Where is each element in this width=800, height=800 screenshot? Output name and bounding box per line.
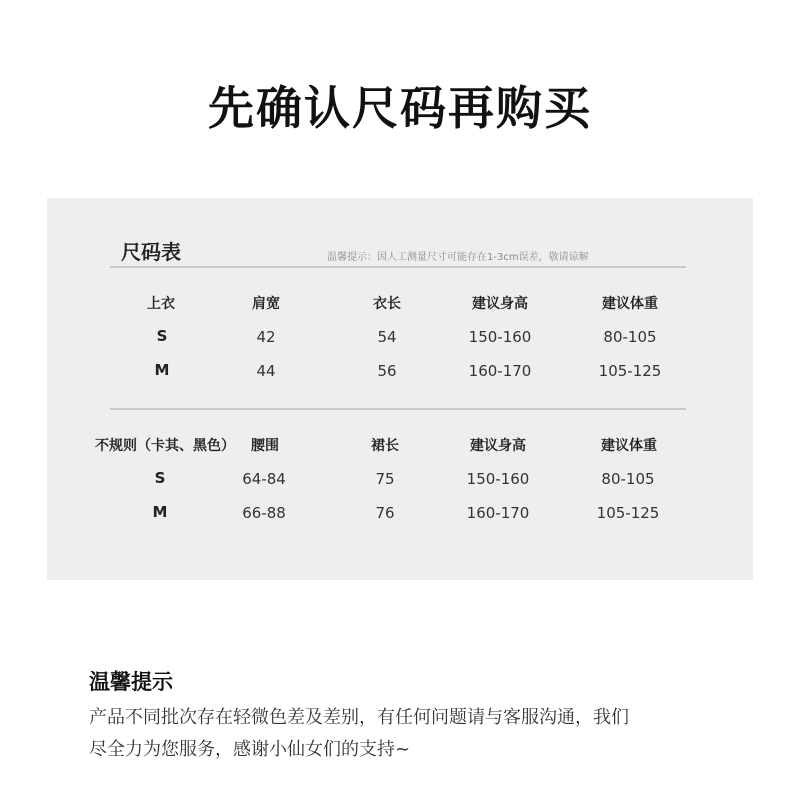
top-row-s-weight: 80-105 [603, 328, 657, 346]
bottom-row-m-size: M [152, 503, 168, 521]
bottom-row-m-weight: 105-125 [596, 504, 660, 522]
bottom-header-category: 不规则（卡其、黑色） [95, 438, 235, 454]
title-divider [110, 266, 686, 268]
tips-title: 温馨提示 [89, 670, 173, 694]
bottom-row-s-weight: 80-105 [601, 470, 655, 488]
size-chart-title: 尺码表 [121, 240, 181, 264]
bottom-header-waist: 腰围 [251, 438, 279, 454]
top-header-weight: 建议体重 [602, 296, 658, 312]
size-chart-card [47, 198, 753, 580]
bottom-row-m-length: 76 [375, 504, 395, 522]
top-header-shoulder: 肩宽 [252, 296, 280, 312]
top-row-m-size: M [154, 361, 170, 379]
measurement-note: 温馨提示：因人工测量尺寸可能存在1-3cm误差，敬请谅解 [327, 252, 589, 263]
tips-line-1: 产品不同批次存在轻微色差及差别，有任何问题请与客服沟通，我们 [89, 707, 629, 728]
top-row-s-length: 54 [377, 328, 397, 346]
top-row-m-length: 56 [377, 362, 397, 380]
top-row-m-shoulder: 44 [256, 362, 276, 380]
top-row-s-shoulder: 42 [256, 328, 276, 346]
top-row-s-height: 150-160 [468, 328, 532, 346]
bottom-row-m-waist: 66-88 [242, 504, 286, 522]
page-headline: 先确认尺码再购买 [208, 81, 592, 135]
bottom-header-length: 裙长 [371, 438, 399, 454]
bottom-header-height: 建议身高 [470, 438, 526, 454]
top-header-height: 建议身高 [472, 296, 528, 312]
top-row-s-size: S [156, 327, 168, 345]
top-row-m-weight: 105-125 [598, 362, 662, 380]
top-header-category: 上衣 [147, 296, 175, 312]
table-divider [110, 408, 686, 410]
bottom-row-s-size: S [154, 469, 166, 487]
bottom-header-weight: 建议体重 [601, 438, 657, 454]
top-row-m-height: 160-170 [468, 362, 532, 380]
tips-line-2: 尽全力为您服务，感谢小仙女们的支持~ [89, 739, 411, 760]
bottom-row-s-waist: 64-84 [242, 470, 286, 488]
bottom-row-s-length: 75 [375, 470, 395, 488]
bottom-row-m-height: 160-170 [466, 504, 530, 522]
top-header-length: 衣长 [373, 296, 401, 312]
bottom-row-s-height: 150-160 [466, 470, 530, 488]
